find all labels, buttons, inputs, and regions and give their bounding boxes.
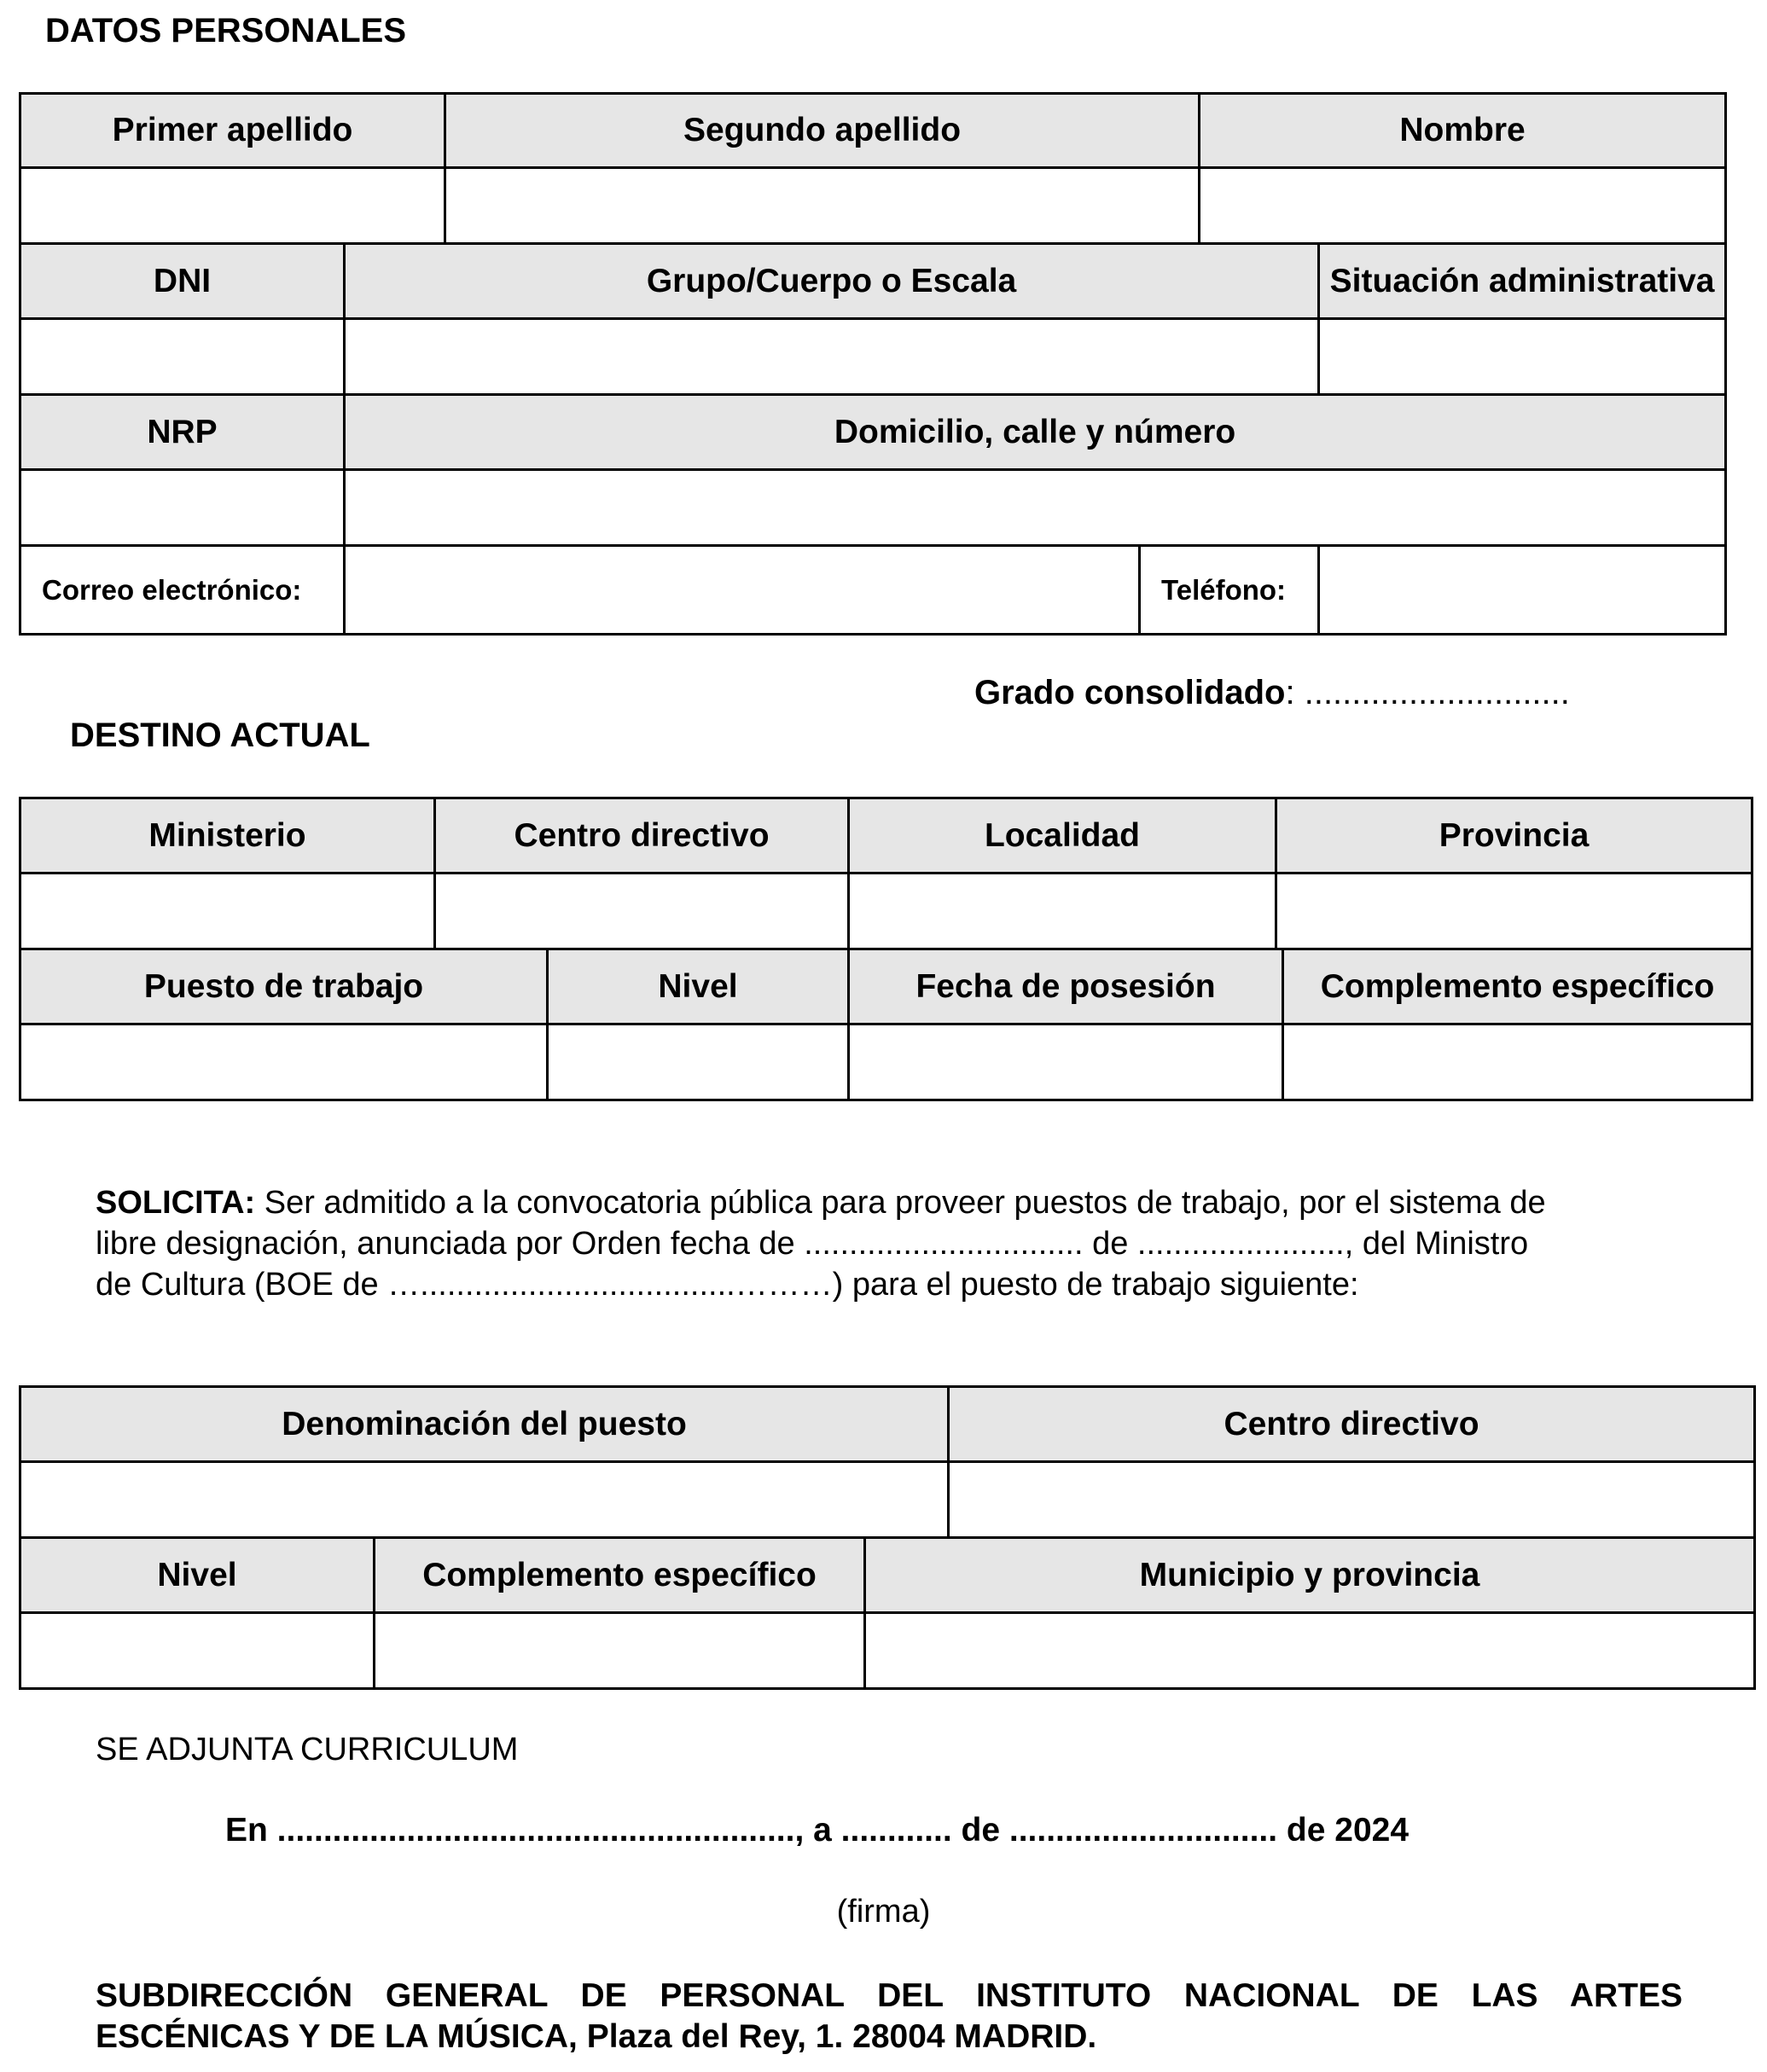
header-provincia: Provincia [1276, 798, 1752, 873]
field-nrp[interactable] [20, 470, 345, 546]
field-complemento-solicitado[interactable] [375, 1613, 865, 1689]
field-localidad[interactable] [849, 873, 1276, 949]
header-nrp: NRP [20, 395, 345, 470]
header-nivel: Nivel [548, 949, 849, 1024]
attachment-note: SE ADJUNTA CURRICULUM [96, 1732, 519, 1767]
request-line-3: de Cultura (BOE de …...................................………) para el puesto de trabajo siguiente: [96, 1267, 1359, 1303]
field-domicilio[interactable] [345, 470, 1726, 546]
field-telefono[interactable] [1319, 546, 1726, 635]
header-municipio-provincia: Municipio y provincia [865, 1538, 1755, 1613]
addressee-line-1: SUBDIRECCIÓN GENERAL DE PERSONAL DEL INSTITUTO NACIONAL DE LAS ARTES [96, 1977, 1683, 2014]
request-line-1: Ser admitido a la convocatoria pública para proveer puestos de trabajo, por el sistema de [255, 1185, 1546, 1221]
field-nivel[interactable] [548, 1024, 849, 1100]
field-segundo-apellido[interactable] [445, 168, 1200, 244]
current-post-table [19, 797, 1753, 1101]
header-primer-apellido: Primer apellido [20, 94, 445, 168]
header-complemento-especifico: Complemento específico [1283, 949, 1752, 1024]
signature-label: (firma) [836, 1894, 931, 1930]
header-puesto-trabajo: Puesto de trabajo [20, 949, 548, 1024]
field-ministerio[interactable] [20, 873, 435, 949]
header-localidad: Localidad [849, 798, 1276, 873]
field-primer-apellido[interactable] [20, 168, 445, 244]
request-bold-label: SOLICITA: [96, 1185, 256, 1221]
field-grupo-cuerpo[interactable] [345, 319, 1319, 395]
field-correo[interactable] [345, 546, 1140, 635]
field-provincia[interactable] [1276, 873, 1752, 949]
header-denominacion-puesto: Denominación del puesto [20, 1387, 949, 1462]
header-domicilio: Domicilio, calle y número [345, 395, 1726, 470]
field-puesto-trabajo[interactable] [20, 1024, 548, 1100]
header-nivel-solicitado: Nivel [20, 1538, 375, 1613]
label-correo: Correo electrónico: [20, 546, 345, 635]
request-paragraph [96, 1182, 1683, 1305]
addressee-line-2: ESCÉNICAS Y DE LA MÚSICA, Plaza del Rey, 1. 28004 MADRID. [96, 2018, 1097, 2055]
field-centro-directivo-solicitado[interactable] [949, 1462, 1755, 1538]
header-centro-directivo-solicitado: Centro directivo [949, 1387, 1755, 1462]
grado-consolidado [974, 674, 1570, 712]
label-telefono: Teléfono: [1140, 546, 1319, 635]
section-title-personal: DATOS PERSONALES [45, 12, 407, 49]
field-complemento-especifico[interactable] [1283, 1024, 1752, 1100]
requested-post-table [19, 1385, 1756, 1690]
field-situacion-administrativa[interactable] [1319, 319, 1726, 395]
section-title-destino: DESTINO ACTUAL [70, 717, 370, 754]
header-situacion-administrativa: Situación administrativa [1319, 244, 1726, 319]
header-nombre: Nombre [1200, 94, 1726, 168]
addressee [96, 1976, 1683, 2057]
header-centro-directivo: Centro directivo [435, 798, 849, 873]
field-dni[interactable] [20, 319, 345, 395]
header-dni: DNI [20, 244, 345, 319]
field-nombre[interactable] [1200, 168, 1726, 244]
header-grupo-cuerpo: Grupo/Cuerpo o Escala [345, 244, 1319, 319]
header-fecha-posesion: Fecha de posesión [849, 949, 1283, 1024]
personal-data-table [19, 92, 1727, 636]
grado-field[interactable]: : ............................ [1285, 674, 1570, 711]
field-nivel-solicitado[interactable] [20, 1613, 375, 1689]
field-denominacion-puesto[interactable] [20, 1462, 949, 1538]
header-complemento-solicitado: Complemento específico [375, 1538, 865, 1613]
request-line-2: libre designación, anunciada por Orden fecha de ............................... de ......................., del Ministro [96, 1226, 1529, 1262]
grado-label: Grado consolidado [974, 674, 1286, 711]
header-segundo-apellido: Segundo apellido [445, 94, 1200, 168]
field-centro-directivo[interactable] [435, 873, 849, 949]
field-municipio-provincia[interactable] [865, 1613, 1755, 1689]
header-ministerio: Ministerio [20, 798, 435, 873]
place-date-line[interactable]: En ........................................................, a ............ de ............................. de 2024 [225, 1812, 1410, 1849]
field-fecha-posesion[interactable] [849, 1024, 1283, 1100]
